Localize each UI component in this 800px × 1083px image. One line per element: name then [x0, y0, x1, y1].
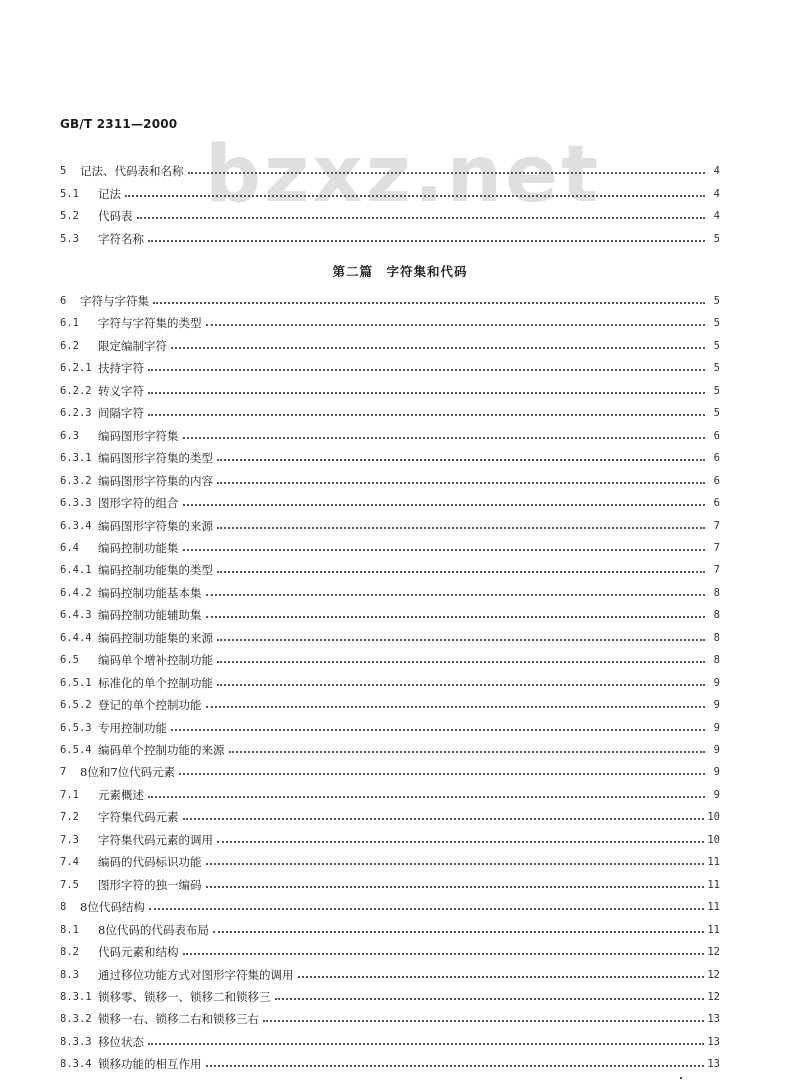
toc-entry-number: 7.5 — [60, 878, 79, 891]
toc-entry-title: 代码表 — [98, 209, 133, 224]
toc-entry-number: 6.4 — [60, 541, 79, 554]
toc-entry-title: 图形字符的组合 — [98, 496, 179, 511]
toc-dot-leader — [148, 240, 705, 242]
toc-entry-number: 8.2 — [60, 946, 79, 959]
toc-dot-leader — [217, 527, 705, 529]
toc-entry — [60, 160, 720, 178]
toc-entry-number: 8.1 — [60, 923, 79, 936]
toc-dot-leader — [275, 998, 705, 1000]
toc-entry-title: 字符集代码元素 — [98, 810, 179, 825]
toc-entry-page: 5 — [713, 295, 720, 307]
toc-entry-title: 登记的单个控制功能 — [98, 698, 202, 713]
toc-entry-title: 锁移零、锁移一、锁移二和锁移三 — [98, 989, 271, 1004]
toc-dot-leader — [148, 1043, 704, 1045]
toc-entry-title: 通过移位功能方式对图形字符集的调用 — [98, 967, 294, 982]
toc-entry — [60, 380, 720, 398]
toc-entry — [60, 851, 720, 869]
toc-entry — [60, 1008, 720, 1026]
toc-dot-leader — [213, 931, 705, 933]
toc-entry-number: 6.1 — [60, 317, 79, 330]
toc-entry — [60, 205, 720, 223]
toc-entry-page: 4 — [713, 210, 720, 223]
toc-entry-number: 6.3 — [60, 429, 79, 442]
toc-entry-number: 6 — [60, 295, 67, 307]
toc-entry-number: 8.3 — [60, 968, 79, 981]
toc-entry-number: 8.3.1 — [60, 990, 92, 1003]
toc-entry-title: 编码图形字符集的来源 — [98, 518, 213, 533]
toc-entry — [60, 537, 720, 555]
toc-entry — [60, 559, 720, 577]
toc-entry — [60, 183, 720, 201]
toc-entry — [60, 1031, 720, 1049]
toc-entry-page: 11 — [707, 856, 720, 869]
toc-entry-page: 8 — [713, 631, 720, 644]
toc-entry-number: 6.3.2 — [60, 474, 92, 487]
toc-entry-title: 锁移一右、锁移二右和锁移三右 — [98, 1012, 259, 1027]
toc-entry-title: 代码元素和结构 — [98, 945, 179, 960]
toc-entry-page: 4 — [713, 165, 720, 177]
toc-dot-leader — [183, 504, 706, 506]
toc-entry-page: 9 — [713, 788, 720, 801]
toc-entry-number: 5.3 — [60, 233, 79, 246]
toc-entry — [60, 515, 720, 533]
toc-dot-leader — [125, 195, 705, 197]
toc-entry — [60, 228, 720, 246]
toc-entry-page: 9 — [713, 699, 720, 712]
toc-entry-page: 4 — [713, 187, 720, 200]
toc-entry — [60, 784, 720, 802]
toc-dot-leader — [179, 773, 705, 775]
toc-entry-number: 7 — [60, 766, 67, 779]
toc-dot-leader — [153, 302, 705, 304]
toc-entry-title: 编码控制功能集 — [98, 540, 179, 555]
standard-number-header: GB/T 2311—2000 — [60, 117, 178, 131]
toc-entry-title: 8位和7位代码元素 — [80, 765, 176, 780]
toc-entry-number: 8.3.4 — [60, 1058, 92, 1071]
toc-entry-page: 9 — [713, 676, 720, 689]
toc-entry-title: 字符与字符集 — [80, 294, 149, 308]
toc-entry-page: 9 — [713, 766, 720, 779]
toc-entry-page: 5 — [713, 233, 720, 246]
toc-dot-leader — [206, 616, 706, 618]
toc-entry-number: 6.4.1 — [60, 564, 92, 577]
toc-entry-page: 8 — [713, 609, 720, 622]
toc-entry-title: 字符名称 — [98, 232, 144, 247]
toc-entry-number: 7.4 — [60, 856, 79, 869]
toc-entry-title: 编码图形字符集 — [98, 428, 179, 443]
toc-entry — [60, 470, 720, 488]
toc-dot-leader — [217, 684, 705, 686]
toc-entry-page: 12 — [707, 990, 720, 1003]
toc-entry-number: 5.2 — [60, 210, 79, 223]
toc-entry-title: 字符与字符集的类型 — [98, 316, 202, 331]
toc-entry-page: 7 — [713, 564, 720, 577]
toc-entry-number: 6.2.1 — [60, 362, 92, 375]
toc-entry-number: 7.1 — [60, 788, 79, 801]
toc-dot-leader — [183, 818, 705, 820]
toc-entry-page: 5 — [713, 362, 720, 375]
toc-entry-title: 专用控制功能 — [98, 720, 167, 735]
toc-entry-page: 13 — [707, 1035, 720, 1048]
toc-entry — [60, 582, 720, 600]
toc-entry-page: 5 — [713, 339, 720, 352]
toc-dot-leader — [183, 953, 705, 955]
toc-entry-title: 元素概述 — [98, 787, 144, 802]
toc-entry-page: 6 — [713, 452, 720, 465]
toc-entry — [60, 672, 720, 690]
toc-entry-number: 8.3.2 — [60, 1013, 92, 1026]
toc-dot-leader — [206, 324, 706, 326]
toc-entry-title: 字符集代码元素的调用 — [98, 832, 213, 847]
toc-entry-title: 编码图形字符集的类型 — [98, 451, 213, 466]
toc-entry — [60, 986, 720, 1004]
toc-entry — [60, 357, 720, 375]
toc-entry — [60, 874, 720, 892]
toc-dot-leader — [229, 751, 706, 753]
toc-entry-page: 5 — [713, 317, 720, 330]
toc-entry-title: 间隔字符 — [98, 406, 144, 421]
toc-entry-title: 编码图形字符集的内容 — [98, 473, 213, 488]
toc-entry-number: 5.1 — [60, 187, 79, 200]
toc-entry-title: 编码的代码标识功能 — [98, 855, 202, 870]
toc-entry — [60, 290, 720, 308]
toc-entry-page: 12 — [707, 946, 720, 959]
toc-dot-leader — [263, 1020, 704, 1022]
toc-entry — [60, 335, 720, 353]
toc-entry-number: 7.3 — [60, 833, 79, 846]
toc-entry — [60, 941, 720, 959]
toc-entry-number: 6.5.2 — [60, 699, 92, 712]
toc-entry — [60, 627, 720, 645]
toc-dot-leader — [148, 392, 705, 394]
toc-entry-page: 12 — [707, 968, 720, 981]
toc-entry-number: 6.5.3 — [60, 721, 92, 734]
toc-entry-page: 8 — [713, 654, 720, 667]
toc-dot-leader — [217, 482, 705, 484]
toc-dot-leader — [217, 661, 705, 663]
section-heading: 第二篇 字符集和代码 — [332, 264, 468, 279]
toc-entry-number: 6.3.3 — [60, 497, 92, 510]
toc-entry-number: 6.2.3 — [60, 407, 92, 420]
toc-entry-page: 11 — [707, 923, 720, 936]
toc-entry-page: 13 — [707, 1013, 720, 1026]
toc-entry-title: 限定编制字符 — [98, 338, 167, 353]
toc-entry-page: 8 — [713, 586, 720, 599]
toc-entry-number: 6.2.2 — [60, 384, 92, 397]
toc-entry-title: 转义字符 — [98, 383, 144, 398]
toc-entry-title: 编码单个增补控制功能 — [98, 653, 213, 668]
toc-entry-page: 13 — [707, 1058, 720, 1071]
toc-entry-number: 6.4.3 — [60, 609, 92, 622]
toc-entry — [60, 447, 720, 465]
watermark: bzxz.net — [205, 130, 602, 220]
toc-entry-title: 移位状态 — [98, 1034, 144, 1049]
toc-entry — [60, 649, 720, 667]
toc-entry-page: 6 — [713, 474, 720, 487]
toc-entry-page: 11 — [707, 901, 720, 914]
toc-entry-title: 编码控制功能基本集 — [98, 585, 202, 600]
toc-entry — [60, 964, 720, 982]
toc-entry-title: 8位代码的代码表布局 — [98, 922, 209, 937]
toc-entry-number: 6.5.4 — [60, 744, 92, 756]
toc-entry — [60, 492, 720, 510]
toc-dot-leader — [171, 347, 705, 349]
toc-entry-title: 图形字符的独一编码 — [98, 877, 202, 892]
toc-dot-leader — [206, 1065, 705, 1067]
toc-dot-leader — [206, 594, 706, 596]
toc-dot-leader — [188, 172, 706, 174]
toc-dot-leader — [137, 217, 706, 219]
toc-entry-number: 6.4.2 — [60, 586, 92, 599]
toc-entry-number: 6.3.4 — [60, 519, 92, 532]
toc-entry-title: 标准化的单个控制功能 — [98, 675, 213, 690]
toc-entry — [60, 806, 720, 824]
toc-dot-leader — [298, 976, 705, 978]
toc-entry-page: 11 — [707, 878, 720, 891]
toc-entry-number: 6.4.4 — [60, 631, 92, 644]
toc-entry-page: 6 — [713, 429, 720, 442]
toc-entry-page: 9 — [713, 744, 720, 756]
toc-entry — [60, 694, 720, 712]
toc-entry-title: 扶持字符 — [98, 361, 144, 376]
toc-entry — [60, 717, 720, 735]
toc-entry-title: 记法、代码表和名称 — [80, 164, 184, 178]
toc-entry-page: 5 — [713, 407, 720, 420]
toc-entry — [60, 739, 720, 757]
toc-entry — [60, 1053, 720, 1071]
toc-dot-leader — [217, 639, 705, 641]
toc-entry-page: 10 — [707, 833, 720, 846]
toc-dot-leader — [148, 796, 705, 798]
toc-entry-number: 6.2 — [60, 339, 79, 352]
toc-entry-number: 6.5 — [60, 654, 79, 667]
scan-speck — [680, 1077, 682, 1079]
toc-entry — [60, 402, 720, 420]
toc-entry-title: 锁移功能的相互作用 — [98, 1057, 202, 1072]
toc-entry-number: 8 — [60, 901, 67, 914]
toc-dot-leader — [171, 729, 705, 731]
toc-dot-leader — [148, 369, 705, 371]
toc-entry-page: 7 — [713, 519, 720, 532]
toc-entry-page: 9 — [713, 721, 720, 734]
toc-entry-title: 编码控制功能集的来源 — [98, 630, 213, 645]
toc-entry — [60, 919, 720, 937]
toc-entry-page: 10 — [707, 811, 720, 824]
toc-dot-leader — [217, 841, 704, 843]
toc-entry-title: 编码控制功能辅助集 — [98, 608, 202, 623]
toc-dot-leader — [217, 459, 705, 461]
toc-dot-leader — [217, 571, 705, 573]
toc-entry-number: 8.3.3 — [60, 1035, 92, 1048]
toc-entry-page: 7 — [713, 541, 720, 554]
toc-dot-leader — [148, 414, 705, 416]
toc-dot-leader — [149, 908, 705, 910]
toc-entry-title: 编码单个控制功能的来源 — [98, 743, 225, 757]
toc-entry-title: 编码控制功能集的类型 — [98, 563, 213, 578]
toc-dot-leader — [183, 549, 706, 551]
toc-dot-leader — [206, 863, 705, 865]
toc-entry-page: 6 — [713, 497, 720, 510]
toc-entry — [60, 425, 720, 443]
toc-entry-number: 6.3.1 — [60, 452, 92, 465]
toc-entry-number: 7.2 — [60, 811, 79, 824]
toc-entry — [60, 896, 720, 914]
toc-entry-title: 8位代码结构 — [80, 900, 145, 915]
toc-entry-title: 记法 — [98, 186, 121, 201]
toc-dot-leader — [206, 886, 705, 888]
toc-entry — [60, 604, 720, 622]
toc-entry-number: 6.5.1 — [60, 676, 92, 689]
toc-dot-leader — [206, 706, 706, 708]
toc-entry — [60, 312, 720, 330]
toc-entry — [60, 761, 720, 779]
toc-entry-page: 5 — [713, 384, 720, 397]
toc-entry-number: 5 — [60, 165, 67, 177]
toc-entry — [60, 829, 720, 847]
toc-dot-leader — [183, 437, 706, 439]
